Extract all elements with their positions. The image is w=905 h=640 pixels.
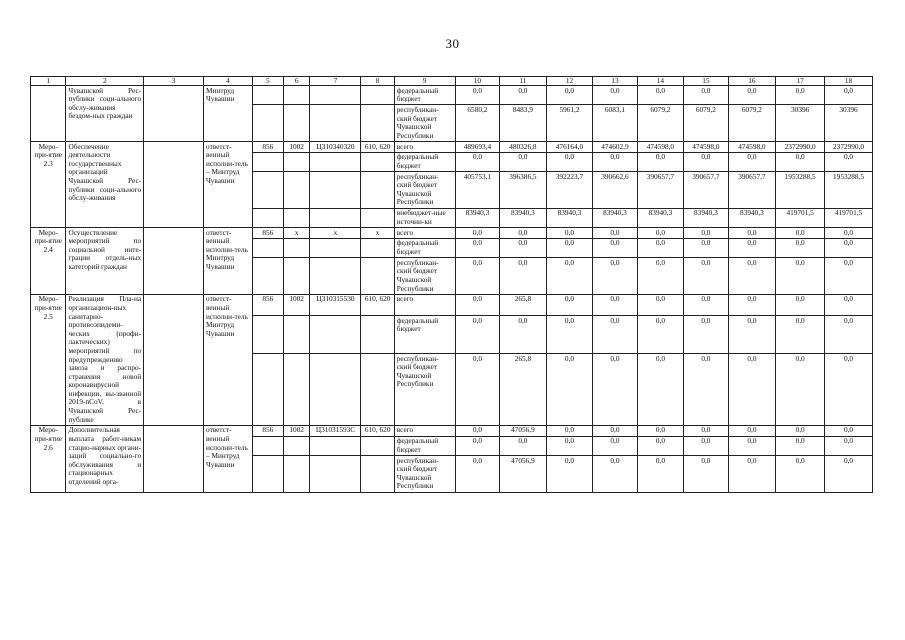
code-cell (252, 172, 283, 209)
amount-cell: 83940,3 (500, 208, 547, 227)
amount-cell: 0,0 (684, 294, 728, 315)
code-cell (361, 456, 394, 493)
amount-cell: 0,0 (546, 353, 593, 425)
budget-row (31, 425, 873, 436)
amount-cell: 0,0 (593, 152, 637, 171)
grbs-code: 856 (252, 141, 283, 152)
amount-cell: 405753,1 (455, 172, 499, 209)
coexecutor-cell (144, 425, 204, 492)
amount-cell: 0,0 (825, 456, 873, 493)
amount-cell: 0,0 (593, 294, 637, 315)
amount-cell: 0,0 (546, 294, 593, 315)
amount-cell: 0,0 (637, 228, 684, 239)
amount-cell: 0,0 (455, 238, 499, 257)
amount-cell: 0,0 (593, 353, 637, 425)
amount-cell: 0,0 (728, 152, 776, 171)
amount-cell: 390657,7 (684, 172, 728, 209)
budget-table (30, 76, 873, 493)
grbs-code: 856 (252, 294, 283, 315)
amount-cell: 0,0 (776, 258, 825, 295)
amount-cell: 0,0 (728, 228, 776, 239)
amount-cell: 0,0 (684, 238, 728, 257)
amount-cell: 47056,9 (500, 456, 547, 493)
amount-cell: 0,0 (546, 152, 593, 171)
amount-cell: 0,0 (637, 425, 684, 436)
amount-cell: 0,0 (825, 294, 873, 315)
amount-cell: 0,0 (455, 436, 499, 455)
amount-cell: 0,0 (546, 258, 593, 295)
amount-cell: 30396 (825, 105, 873, 142)
amount-cell: 0,0 (776, 294, 825, 315)
column-number-12: 12 (546, 77, 593, 86)
code-cell (310, 152, 361, 171)
funding-source: республикан-ский бюджет Чувашской Республики (394, 456, 455, 493)
amount-cell: 1953288,5 (776, 172, 825, 209)
measure-label: Меро-при-ятие 2.5 (31, 294, 66, 425)
amount-cell: 0,0 (684, 86, 728, 105)
page-number: 30 (445, 36, 460, 51)
code-cell (310, 86, 361, 105)
amount-cell: 0,0 (593, 228, 637, 239)
column-number-5: 5 (252, 77, 283, 86)
amount-cell: 83940,3 (684, 208, 728, 227)
amount-cell: 0,0 (825, 228, 873, 239)
amount-cell: 0,0 (776, 425, 825, 436)
table-body (31, 77, 873, 493)
code-cell (361, 152, 394, 171)
amount-cell: 0,0 (500, 238, 547, 257)
amount-cell: 0,0 (776, 456, 825, 493)
amount-cell: 0,0 (637, 152, 684, 171)
amount-cell: 0,0 (455, 315, 499, 353)
amount-cell: 0,0 (637, 294, 684, 315)
amount-cell: 0,0 (500, 86, 547, 105)
amount-cell: 0,0 (684, 258, 728, 295)
amount-cell: 0,0 (500, 436, 547, 455)
code-cell (283, 436, 310, 455)
amount-cell: 476164,0 (546, 141, 593, 152)
amount-cell: 5961,2 (546, 105, 593, 142)
code-cell (283, 353, 310, 425)
amount-cell: 0,0 (455, 294, 499, 315)
funding-source: всего (394, 294, 455, 315)
funding-source: республикан-ский бюджет Чувашской Республики (394, 258, 455, 295)
amount-cell: 390657,7 (637, 172, 684, 209)
column-number-2: 2 (66, 77, 144, 86)
amount-cell: 83940,3 (593, 208, 637, 227)
amount-cell: 0,0 (684, 228, 728, 239)
funding-source: всего (394, 141, 455, 152)
amount-cell: 47056,9 (500, 425, 547, 436)
code-cell (283, 315, 310, 353)
amount-cell: 396386,5 (500, 172, 547, 209)
funding-source: республикан-ский бюджет Чувашской Республики (394, 172, 455, 209)
amount-cell: 2372990,0 (825, 141, 873, 152)
budget-row (31, 86, 873, 105)
code-cell (310, 436, 361, 455)
coexecutor-cell (144, 294, 204, 425)
code-cell (310, 315, 361, 353)
measure-executor: ответст-венный исполни-тель – Минтруд Чувашии (204, 141, 253, 227)
code-cell (283, 172, 310, 209)
amount-cell: 0,0 (825, 152, 873, 171)
amount-cell: 0,0 (776, 315, 825, 353)
amount-cell: 0,0 (500, 258, 547, 295)
vr-code: 610, 620 (361, 141, 394, 152)
code-cell (283, 86, 310, 105)
amount-cell: 0,0 (728, 258, 776, 295)
code-cell (252, 353, 283, 425)
amount-cell: 265,8 (500, 294, 547, 315)
measure-label: Меро-при-ятие 2.4 (31, 228, 66, 295)
code-cell (252, 315, 283, 353)
csr-code: Ц310340320 (310, 141, 361, 152)
column-number-4: 4 (204, 77, 253, 86)
grbs-code: 856 (252, 425, 283, 436)
column-number-18: 18 (825, 77, 873, 86)
amount-cell: 474598,0 (684, 141, 728, 152)
measure-label (31, 86, 66, 142)
measure-label: Меро-при-ятие 2.3 (31, 141, 66, 227)
amount-cell: 83940,3 (637, 208, 684, 227)
amount-cell: 0,0 (825, 258, 873, 295)
code-cell (283, 152, 310, 171)
rzpr-code: 1002 (283, 294, 310, 315)
amount-cell: 0,0 (825, 315, 873, 353)
column-number-17: 17 (776, 77, 825, 86)
column-number-15: 15 (684, 77, 728, 86)
amount-cell: 0,0 (776, 228, 825, 239)
amount-cell: 392223,7 (546, 172, 593, 209)
rzpr-code: 1002 (283, 141, 310, 152)
column-number-11: 11 (500, 77, 547, 86)
amount-cell: 0,0 (455, 425, 499, 436)
amount-cell: 0,0 (776, 86, 825, 105)
code-cell (310, 172, 361, 209)
coexecutor-cell (144, 141, 204, 227)
amount-cell: 0,0 (593, 315, 637, 353)
amount-cell: 0,0 (728, 294, 776, 315)
amount-cell: 0,0 (546, 425, 593, 436)
column-number-8: 8 (361, 77, 394, 86)
amount-cell: 0,0 (825, 425, 873, 436)
code-cell (283, 456, 310, 493)
code-cell (310, 353, 361, 425)
amount-cell: 0,0 (637, 456, 684, 493)
amount-cell: 0,0 (825, 86, 873, 105)
amount-cell: 0,0 (455, 86, 499, 105)
amount-cell: 390657,7 (728, 172, 776, 209)
amount-cell: 0,0 (825, 436, 873, 455)
amount-cell: 0,0 (637, 436, 684, 455)
amount-cell: 83940,3 (728, 208, 776, 227)
measure-name: Чувашской Рес-публики соци-ального обслу-живания бездом-ных граждан (66, 86, 144, 142)
code-cell (252, 86, 283, 105)
code-cell (361, 353, 394, 425)
amount-cell: 83940,3 (546, 208, 593, 227)
amount-cell: 0,0 (684, 436, 728, 455)
amount-cell: 6079,2 (684, 105, 728, 142)
measure-label: Меро-при-ятие 2.6 (31, 425, 66, 492)
funding-source: всего (394, 425, 455, 436)
column-number-13: 13 (593, 77, 637, 86)
vr-code: 610, 620 (361, 425, 394, 436)
code-cell (310, 456, 361, 493)
funding-source: федеральный бюджет (394, 315, 455, 353)
amount-cell: 0,0 (455, 228, 499, 239)
csr-code: Ц310315530 (310, 294, 361, 315)
vr-code: 610, 620 (361, 294, 394, 315)
funding-source: федеральный бюджет (394, 152, 455, 171)
amount-cell: 0,0 (825, 353, 873, 425)
amount-cell: 0,0 (684, 315, 728, 353)
amount-cell: 390662,6 (593, 172, 637, 209)
amount-cell: 0,0 (593, 436, 637, 455)
amount-cell: 0,0 (500, 315, 547, 353)
code-cell (252, 456, 283, 493)
amount-cell: 0,0 (637, 258, 684, 295)
coexecutor-cell (144, 86, 204, 142)
code-cell (361, 105, 394, 142)
rzpr-code: 1002 (283, 425, 310, 436)
code-cell (310, 105, 361, 142)
code-cell (310, 238, 361, 257)
amount-cell: 0,0 (546, 436, 593, 455)
amount-cell: 0,0 (455, 353, 499, 425)
amount-cell: 0,0 (500, 228, 547, 239)
amount-cell: 30396 (776, 105, 825, 142)
csr-code: Ц31031593С (310, 425, 361, 436)
code-cell (283, 105, 310, 142)
coexecutor-cell (144, 228, 204, 295)
code-cell (252, 238, 283, 257)
code-cell (252, 208, 283, 227)
amount-cell: 0,0 (728, 425, 776, 436)
rzpr-code: x (283, 228, 310, 239)
amount-cell: 0,0 (728, 86, 776, 105)
measure-name: Осуществление мероприятий по социальной инте-грации отдель-ных категорий граждан (66, 228, 144, 295)
amount-cell: 265,8 (500, 353, 547, 425)
code-cell (361, 208, 394, 227)
code-cell (361, 86, 394, 105)
column-number-7: 7 (310, 77, 361, 86)
amount-cell: 0,0 (728, 436, 776, 455)
column-number-9: 9 (394, 77, 455, 86)
code-cell (252, 152, 283, 171)
amount-cell: 0,0 (546, 86, 593, 105)
amount-cell: 0,0 (637, 315, 684, 353)
measure-executor: ответст-венный исполни-тель Минтруд Чувашии (204, 228, 253, 295)
code-cell (252, 436, 283, 455)
code-cell (361, 238, 394, 257)
column-number-16: 16 (728, 77, 776, 86)
code-cell (252, 258, 283, 295)
amount-cell: 0,0 (593, 86, 637, 105)
budget-row (31, 228, 873, 239)
measure-executor: ответст-венный исполни-тель – Минтруд Чувашии (204, 425, 253, 492)
csr-code: x (310, 228, 361, 239)
code-cell (361, 315, 394, 353)
amount-cell: 0,0 (825, 238, 873, 257)
amount-cell: 8483,9 (500, 105, 547, 142)
code-cell (310, 258, 361, 295)
amount-cell: 1953288,5 (825, 172, 873, 209)
amount-cell: 0,0 (776, 436, 825, 455)
column-number-6: 6 (283, 77, 310, 86)
measure-name: Обеспечение деятельности государственных организаций Чувашской Рес-публики соци-ального обслу-живания (66, 141, 144, 227)
amount-cell: 474602,9 (593, 141, 637, 152)
amount-cell: 0,0 (546, 456, 593, 493)
funding-source: внебюджет-ные источни-ки (394, 208, 455, 227)
amount-cell: 6083,1 (593, 105, 637, 142)
budget-row (31, 141, 873, 152)
column-number-3: 3 (144, 77, 204, 86)
column-number-10: 10 (455, 77, 499, 86)
amount-cell: 6079,2 (637, 105, 684, 142)
code-cell (252, 105, 283, 142)
amount-cell: 83940,3 (455, 208, 499, 227)
amount-cell: 0,0 (637, 353, 684, 425)
funding-source: республикан-ский бюджет Чувашской Республики (394, 105, 455, 142)
amount-cell: 0,0 (684, 425, 728, 436)
amount-cell: 0,0 (637, 86, 684, 105)
amount-cell: 0,0 (728, 315, 776, 353)
header-row (31, 77, 873, 86)
amount-cell: 0,0 (593, 258, 637, 295)
amount-cell: 0,0 (593, 425, 637, 436)
code-cell (310, 208, 361, 227)
amount-cell: 0,0 (728, 238, 776, 257)
grbs-code: 856 (252, 228, 283, 239)
amount-cell: 0,0 (455, 152, 499, 171)
amount-cell: 480326,8 (500, 141, 547, 152)
amount-cell: 0,0 (728, 456, 776, 493)
amount-cell: 0,0 (776, 353, 825, 425)
amount-cell: 474598,0 (637, 141, 684, 152)
amount-cell: 0,0 (593, 238, 637, 257)
code-cell (283, 258, 310, 295)
amount-cell: 0,0 (500, 152, 547, 171)
amount-cell: 0,0 (455, 456, 499, 493)
column-number-1: 1 (31, 77, 66, 86)
measure-name: Реализация Пла-на организацион-ных санитарно-противоэпидеми-ческих (профи-лактических) мероприятий по предупреждению завоза и распро-странения новой коронавирусной инфекции, вы-званной 2019-nCoV, в Чувашской Рес-публике (66, 294, 144, 425)
amount-cell: 0,0 (684, 456, 728, 493)
funding-source: всего (394, 228, 455, 239)
code-cell (361, 172, 394, 209)
amount-cell: 0,0 (546, 315, 593, 353)
amount-cell: 0,0 (637, 238, 684, 257)
budget-row (31, 294, 873, 315)
amount-cell: 489693,4 (455, 141, 499, 152)
column-number-14: 14 (637, 77, 684, 86)
amount-cell: 0,0 (546, 228, 593, 239)
vr-code: x (361, 228, 394, 239)
amount-cell: 419701,5 (825, 208, 873, 227)
code-cell (361, 436, 394, 455)
amount-cell: 0,0 (776, 238, 825, 257)
amount-cell: 0,0 (455, 258, 499, 295)
measure-name: Дополнительная выплата работ-никам стацио-нарных органи-заций социально-го обслуживания и стационарных отделений орга- (66, 425, 144, 492)
amount-cell: 0,0 (684, 152, 728, 171)
amount-cell: 474598,0 (728, 141, 776, 152)
funding-source: федеральный бюджет (394, 436, 455, 455)
amount-cell: 419701,5 (776, 208, 825, 227)
amount-cell: 2372990,0 (776, 141, 825, 152)
amount-cell: 0,0 (593, 456, 637, 493)
amount-cell: 0,0 (546, 238, 593, 257)
amount-cell: 6580,2 (455, 105, 499, 142)
amount-cell: 0,0 (728, 353, 776, 425)
funding-source: республикан-ский бюджет Чувашской Республики (394, 353, 455, 425)
code-cell (361, 258, 394, 295)
code-cell (283, 208, 310, 227)
funding-source: федеральный бюджет (394, 86, 455, 105)
amount-cell: 6079,2 (728, 105, 776, 142)
measure-executor: Минтруд Чувашии (204, 86, 253, 142)
amount-cell: 0,0 (684, 353, 728, 425)
measure-executor: ответст-венный исполни-тель Минтруд Чувашии (204, 294, 253, 425)
amount-cell: 0,0 (776, 152, 825, 171)
code-cell (283, 238, 310, 257)
funding-source: федеральный бюджет (394, 238, 455, 257)
